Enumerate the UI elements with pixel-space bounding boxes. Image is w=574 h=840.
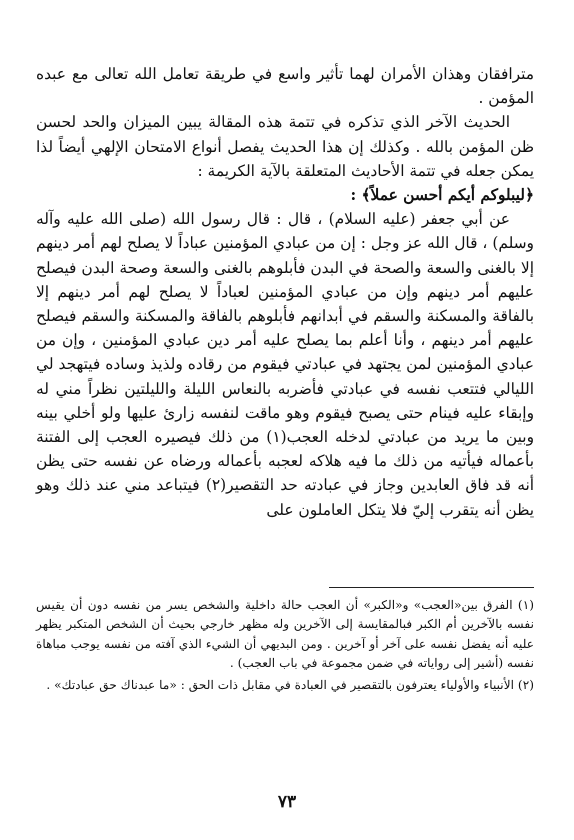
main-text	[36, 62, 534, 522]
footnote-2-text: الأنبياء والأولياء يعترفون بالتقصير في العبادة في مقابل ذات الحق : «ما عبدناك حق عبادتك» .	[46, 677, 515, 692]
paragraph-hadith-intro: الحديث الآخر الذي تذكره في تتمة هذه المقالة يبين الميزان والحد لحسن ظن المؤمن بالله . وكذلك إن هذا الحديث يفصل أنواع الامتحان الإلهي أيضاً لذا يمكن جعله في تتمة الأحاديث المتعلقة بالآية الكريمة :	[36, 113, 534, 180]
footnote-2-number: (٢)	[517, 677, 534, 692]
footnote-separator	[329, 587, 534, 588]
quran-verse: ﴿ليبلوكم أيكم أحسن عملاً﴾ :	[350, 186, 534, 205]
footnote-1-text: الفرق بين«العجب» و«الكبر» أن العجب حالة داخلية والشخص يسر من نفسه دون أن يقيس نفسه بالآخرين أم الكبر فبالمقايسة إلى الآخرين وله مظهر خارجي بحيث أن الشخص المتكبر يظهر عليه أنه يفضل نفسه على آخر أو آخرين . ومن البديهي أن الشيء الذي آفته من نفسه يوجب مباهاة نفسه (أشير إلى رواياته في ضمن مجموعة في باب العجب) .	[36, 598, 534, 671]
paragraph-intro: مترافقان وهذان الأمران لهما تأثير واسع في طريقة تعامل الله تعالى مع عبده المؤمن .	[36, 65, 534, 108]
footnote-2	[36, 676, 534, 695]
footnotes	[36, 596, 534, 697]
footnote-1-number: (١)	[517, 598, 534, 612]
page-number: ٧٣	[277, 792, 297, 812]
footnote-1	[36, 596, 534, 674]
paragraph-hadith: عن أبي جعفر (عليه السلام) ، قال : قال رسول الله (صلى الله عليه وآله وسلم) ، قال الله عز وجل : إن من عبادي المؤمنين عباداً لا يصلح لهم أمر دينهم إلا بالغنى والسعة والصحة في البدن فأبلوهم بالغنى والسعة وصحة البدن فيصلح عليهم أمر دينهم وإن من عبادي المؤمنين لعباداً لا يصلح لهم أمر دينهم إلا بالفاقة والمسكنة والسقم في أبدانهم فأبلوهم بالفاقة والمسكنة والسقم فيصلح عليهم أمر دينهم ، وأنا أعلم بما يصلح عليه أمر دين عبادي المؤمنين ، وإن من عبادي المؤمنين لمن يجتهد في عبادتي فيقوم من رقاده ولذيذ وساده فيتهجد لي الليالي فتتعب نفسه في عبادتي فأضربه بالنعاس الليلة والليلتين نظراً مني له وإبقاء عليه فينام حتى يصبح فيقوم وهو ماقت لنفسه زارئ عليها ولو أخلي بينه وبين ما يريد من عبادتي لدخله العجب(١) من ذلك فيصيره العجب إلى الفتنة بأعماله فيأتيه من ذلك ما فيه هلاكه لعجبه بأعماله ورضاه عن نفسه حتى يظن أنه قد فاق العابدين وجاز في عبادته حد التقصير(٢) فيتباعد مني عند ذلك وهو يظن أنه يتقرب إليّ فلا يتكل العاملون على	[36, 210, 535, 519]
